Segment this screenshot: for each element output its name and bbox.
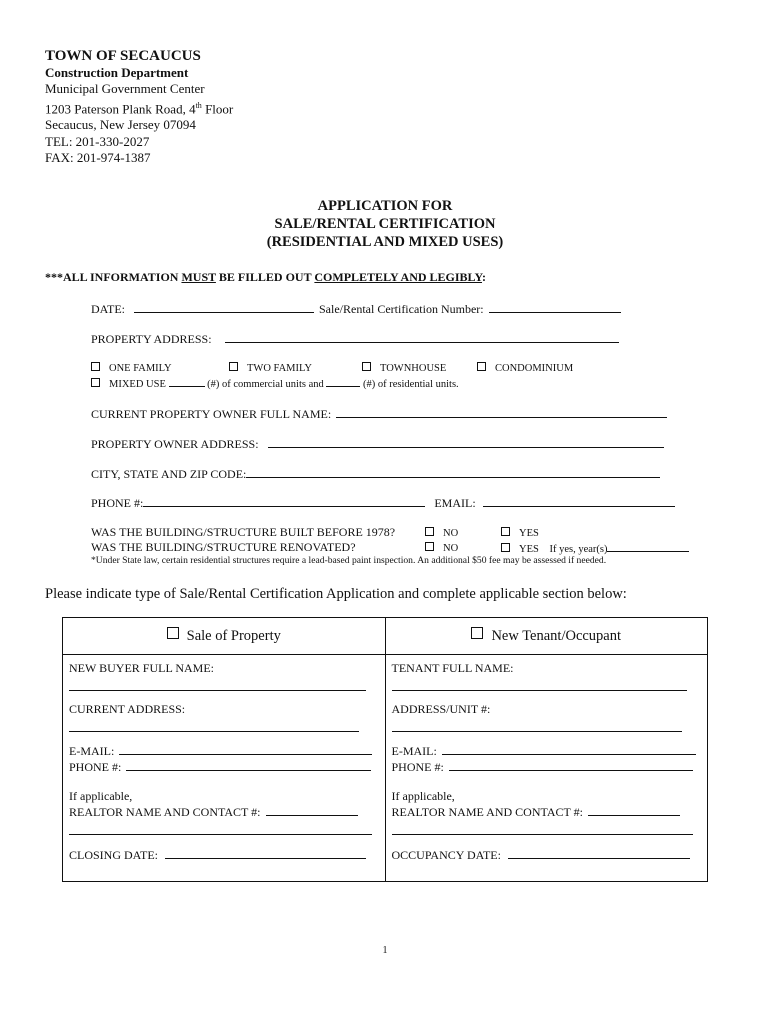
date-row <box>91 301 621 317</box>
cert-number-label: Sale/Rental Certification Number: <box>319 302 484 316</box>
renovated-no-option <box>425 542 458 554</box>
condominium-checkbox[interactable] <box>477 362 486 371</box>
occupancy-date-field[interactable] <box>508 847 690 859</box>
built-before-yes-option <box>501 527 539 539</box>
tenant-section <box>385 655 708 882</box>
notice-part-1: ***ALL INFORMATION <box>45 270 182 284</box>
property-type-row <box>91 362 172 374</box>
one-family-label: ONE FAMILY <box>109 363 172 374</box>
property-address-label: PROPERTY ADDRESS: <box>91 332 212 346</box>
commercial-units-field[interactable] <box>169 377 205 387</box>
owner-email-field[interactable] <box>483 495 675 507</box>
notice-emphasis-legibly: COMPLETELY AND LEGIBLY <box>314 270 483 284</box>
tenant-name-label: TENANT FULL NAME: <box>391 661 514 675</box>
tenant-realtor-field[interactable] <box>588 804 680 816</box>
mixed-use-row <box>91 377 459 390</box>
one-family-checkbox[interactable] <box>91 362 100 371</box>
renovated-question: WAS THE BUILDING/STRUCTURE RENOVATED? <box>91 540 356 554</box>
title-line-2: SALE/RENTAL CERTIFICATION <box>274 216 496 232</box>
two-family-checkbox[interactable] <box>229 362 238 371</box>
two-family-label: TWO FAMILY <box>247 363 312 374</box>
renovated-yes-option <box>501 542 689 555</box>
town-name: TOWN OF SECAUCUS <box>45 48 201 64</box>
townhouse-option <box>362 362 446 374</box>
owner-name-row <box>91 406 667 422</box>
date-label: DATE: <box>91 302 125 316</box>
residential-units-label: (#) of residential units. <box>363 379 459 390</box>
owner-email-label: EMAIL: <box>434 496 476 510</box>
closing-date-label: CLOSING DATE: <box>69 848 158 862</box>
tenant-heading-cell <box>385 618 708 655</box>
sale-section <box>63 655 386 882</box>
department-name: Construction Department <box>45 65 189 80</box>
street-address: 1203 Paterson Plank Road, 4 <box>45 100 196 116</box>
townhouse-label: TOWNHOUSE <box>380 363 447 374</box>
city-state-zip-row <box>91 466 660 482</box>
buyer-name-field[interactable] <box>69 676 366 691</box>
notice-colon: : <box>482 270 487 284</box>
sale-heading: Sale of Property <box>186 628 281 644</box>
address-line-1: Municipal Government Center <box>45 81 205 97</box>
tenant-name-field[interactable] <box>392 676 687 691</box>
new-tenant-checkbox[interactable] <box>471 627 483 639</box>
closing-date-field[interactable] <box>165 847 366 859</box>
tenant-heading: New Tenant/Occupant <box>491 628 622 644</box>
tenant-phone-row <box>392 759 702 775</box>
owner-phone-field[interactable] <box>143 495 425 507</box>
sale-of-property-checkbox[interactable] <box>167 627 179 639</box>
owner-phone-label: PHONE #: <box>91 496 144 510</box>
current-address-label: CURRENT ADDRESS: <box>69 702 186 716</box>
built-before-yes-label: YES <box>519 528 539 539</box>
owner-name-field[interactable] <box>336 406 667 418</box>
buyer-email-row <box>69 743 379 759</box>
condominium-label: CONDOMINIUM <box>495 363 574 374</box>
tenant-email-label: E-MAIL: <box>391 744 437 758</box>
notice-part-2: BE FILLED OUT <box>215 270 315 284</box>
sale-realtor-label: REALTOR NAME AND CONTACT #: <box>69 805 261 819</box>
tenant-email-field[interactable] <box>442 743 696 755</box>
owner-address-row <box>91 436 664 452</box>
built-before-no-option <box>425 527 458 539</box>
tenant-realtor-field-2[interactable] <box>392 820 693 835</box>
renovation-year-field[interactable] <box>607 542 689 552</box>
buyer-email-field[interactable] <box>119 743 372 755</box>
buyer-phone-field[interactable] <box>126 759 371 771</box>
page-number: 1 <box>382 945 388 956</box>
cert-number-field[interactable] <box>489 301 621 313</box>
renovated-yes-checkbox[interactable] <box>501 543 510 552</box>
application-type-table <box>62 617 708 882</box>
occupancy-date-label: OCCUPANCY DATE: <box>391 848 501 862</box>
tenant-email-row <box>392 743 702 759</box>
property-address-field[interactable] <box>225 331 619 343</box>
sale-realtor-field[interactable] <box>266 804 358 816</box>
residential-units-field[interactable] <box>326 377 360 387</box>
floor-label: Floor <box>201 100 234 116</box>
mixed-use-checkbox[interactable] <box>91 378 100 387</box>
current-address-field[interactable] <box>69 717 359 732</box>
tenant-realtor-label: REALTOR NAME AND CONTACT #: <box>391 805 584 819</box>
townhouse-checkbox[interactable] <box>362 362 371 371</box>
mixed-use-label: MIXED USE <box>109 379 166 390</box>
address-unit-field[interactable] <box>392 717 682 732</box>
letterhead <box>45 47 233 166</box>
tenant-phone-field[interactable] <box>449 759 693 771</box>
title-line-1: APPLICATION FOR <box>317 198 453 214</box>
buyer-phone-label: PHONE #: <box>69 760 122 774</box>
buyer-name-label: NEW BUYER FULL NAME: <box>69 661 214 675</box>
notice-emphasis-must: MUST <box>181 270 216 284</box>
phone-email-row <box>91 495 675 511</box>
property-address-row <box>91 331 619 347</box>
sale-heading-cell <box>63 618 386 655</box>
lead-paint-footnote: *Under State law, certain residential structures require a lead-based paint inspection. An additional $50 fee may be assessed if needed. <box>91 555 607 566</box>
sale-realtor-field-2[interactable] <box>69 820 372 835</box>
owner-name-label: CURRENT PROPERTY OWNER FULL NAME: <box>91 407 332 421</box>
built-before-no-label: NO <box>443 528 459 539</box>
buyer-phone-row <box>69 759 379 775</box>
title-line-3: (RESIDENTIAL AND MIXED USES) <box>266 234 504 250</box>
built-before-no-checkbox[interactable] <box>425 527 434 536</box>
form-title <box>0 197 770 251</box>
fax: FAX: 201-974-1387 <box>45 149 151 165</box>
ordinal-suffix: th <box>195 100 202 110</box>
owner-address-field[interactable] <box>268 436 664 448</box>
address-unit-label: ADDRESS/UNIT #: <box>391 702 491 716</box>
sale-if-applicable: If applicable, <box>69 789 133 803</box>
fill-out-notice <box>45 270 486 285</box>
built-before-question: WAS THE BUILDING/STRUCTURE BUILT BEFORE 1978? <box>91 525 396 539</box>
tenant-if-applicable: If applicable, <box>391 789 455 803</box>
renovation-year-label: If yes, year(s) <box>549 544 608 555</box>
renovated-yes-label: YES <box>519 544 539 555</box>
commercial-units-label: (#) of commercial units and <box>207 379 324 390</box>
buyer-email-label: E-MAIL: <box>69 744 115 758</box>
address-line-2 <box>45 98 233 118</box>
address-line-3: Secaucus, New Jersey 07094 <box>45 117 196 133</box>
telephone: TEL: 201-330-2027 <box>45 133 150 149</box>
condominium-option <box>477 362 573 374</box>
date-field[interactable] <box>134 301 314 313</box>
closing-date-row <box>69 847 379 863</box>
sale-realtor-row <box>69 804 379 820</box>
tenant-phone-label: PHONE #: <box>391 760 444 774</box>
built-before-yes-checkbox[interactable] <box>501 527 510 536</box>
renovated-no-checkbox[interactable] <box>425 542 434 551</box>
renovated-no-label: NO <box>443 543 459 554</box>
tenant-realtor-row <box>392 804 702 820</box>
city-state-zip-field[interactable] <box>246 466 660 478</box>
city-state-zip-label: CITY, STATE AND ZIP CODE: <box>91 467 247 481</box>
section-instruction: Please indicate type of Sale/Rental Certification Application and complete applicable section below: <box>45 586 627 602</box>
occupancy-date-row <box>392 847 702 863</box>
owner-address-label: PROPERTY OWNER ADDRESS: <box>91 437 259 451</box>
two-family-option <box>229 362 312 374</box>
